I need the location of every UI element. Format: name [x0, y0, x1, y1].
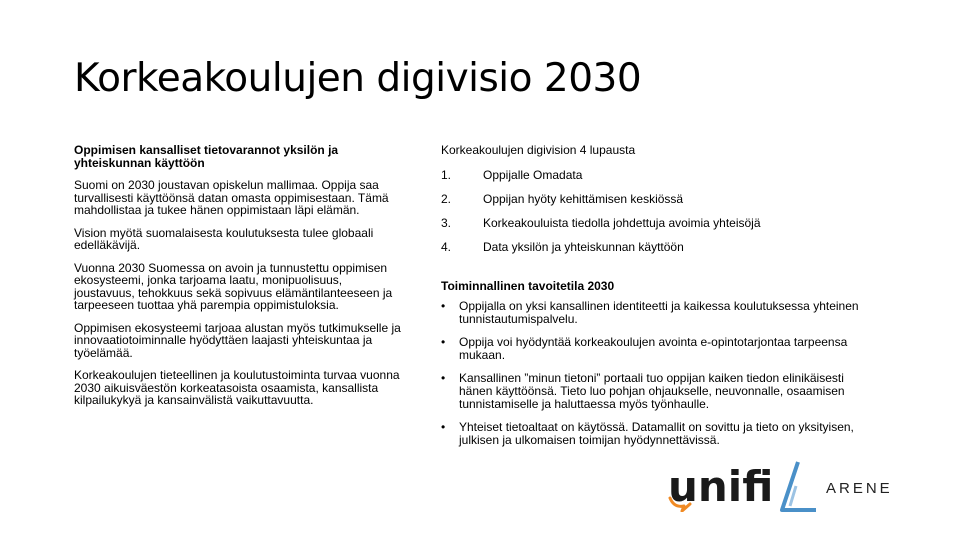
logo-area — [668, 458, 928, 518]
left-paragraph: Oppimisen ekosysteemi tarjoaa alustan myös tutkimukselle ja innovaatiotoiminnalle hyödyttäen laajasti yhteiskuntaa ja työelämää. — [74, 320, 401, 360]
left-heading: Oppimisen kansalliset tietovarannot yksilön ja yhteiskunnan käyttöön — [74, 143, 339, 170]
promise-number: 4. — [441, 240, 452, 254]
unifi-logo: unifi — [668, 462, 774, 511]
goal-heading: Toiminnallinen tavoitetila 2030 — [441, 279, 615, 293]
promise-number: 1. — [441, 168, 452, 182]
bullet-icon: • — [441, 299, 446, 313]
goal-bullets — [441, 300, 861, 447]
promise-number: 3. — [441, 216, 452, 230]
promise-item — [441, 169, 861, 182]
bullet-icon: • — [441, 371, 446, 385]
left-paragraph: Vision myötä suomalaisesta koulutuksesta tulee globaali edelläkävijä. — [74, 225, 374, 252]
left-paragraph: Korkeakoulujen tieteellinen ja koulutustoiminta turvaa vuonna 2030 aikuisväestön korkeatasoista osaamista, kansallista kilpailukykyä ja kansainvälistä vaikuttavuutta. — [74, 368, 400, 407]
arene-logo-text: ARENE — [826, 480, 893, 497]
bullet-icon: • — [441, 335, 446, 349]
right-column — [441, 144, 861, 457]
promise-text: Oppijalle Omadata — [483, 168, 583, 182]
goal-bullet-text: Oppijalla on yksi kansallinen identiteetti ja kaikessa koulutuksessa yhteinen tunnistautumispalvelu. — [459, 299, 859, 326]
arene-logo-icon — [776, 460, 820, 516]
goal-bullet-text: Kansallinen ”minun tietoni” portaali tuo oppijan kaiken tiedon elinikäisesti hänen käyttöönsä. Tieto luo pohjan ohjaukselle, neuvonnalle, osaamisen tunnistamiselle ja haluttaessa myös työnhaulle. — [459, 371, 845, 411]
bullet-icon: • — [441, 420, 446, 434]
promise-text: Korkeakouluista tiedolla johdettuja avoimia yhteisöjä — [483, 216, 761, 230]
promise-number: 2. — [441, 192, 452, 206]
goal-bullet-item — [441, 421, 861, 447]
goal-bullet-text: Oppija voi hyödyntää korkeakoulujen avointa e-opintotarjontaa tarpeensa mukaan. — [459, 335, 848, 362]
left-paragraph: Suomi on 2030 joustavan opiskelun mallimaa. Oppija saa turvallisesti käyttöönsä datan omasta oppimisestaan. Tämä mahdollistaa ja tukee hänen oppimistaan läpi elämän. — [74, 178, 389, 217]
slide-title: Korkeakoulujen digivisio 2030 — [74, 56, 642, 101]
goal-bullet-item — [441, 336, 861, 362]
promise-item — [441, 193, 861, 206]
promises-list — [441, 169, 861, 254]
goal-bullet-text: Yhteiset tietoaltaat on käytössä. Datamallit on sovittu ja tieto on yksityisen, julkisen ja ulkomaisen toimijan hyödynnettävissä. — [459, 420, 854, 447]
promise-item — [441, 241, 861, 254]
promise-text: Data yksilön ja yhteiskunnan käyttöön — [483, 240, 684, 254]
promise-item — [441, 217, 861, 230]
goal-bullet-item — [441, 300, 861, 326]
promise-text: Oppijan hyöty kehittämisen keskiössä — [483, 192, 684, 206]
left-column — [74, 144, 404, 417]
left-paragraph: Vuonna 2030 Suomessa on avoin ja tunnustettu oppimisen ekosysteemi, jonka tarjoama laatu, monipuolisuus, joustavuus, tehokkuus sekä sopivuus elämäntilanteeseen ja tarpeeseen tuottaa yhä parempia oppimistuloksia. — [74, 260, 393, 312]
promises-heading: Korkeakoulujen digivision 4 lupausta — [441, 143, 636, 157]
unifi-swoosh-icon — [668, 496, 698, 512]
goal-bullet-item — [441, 372, 861, 411]
